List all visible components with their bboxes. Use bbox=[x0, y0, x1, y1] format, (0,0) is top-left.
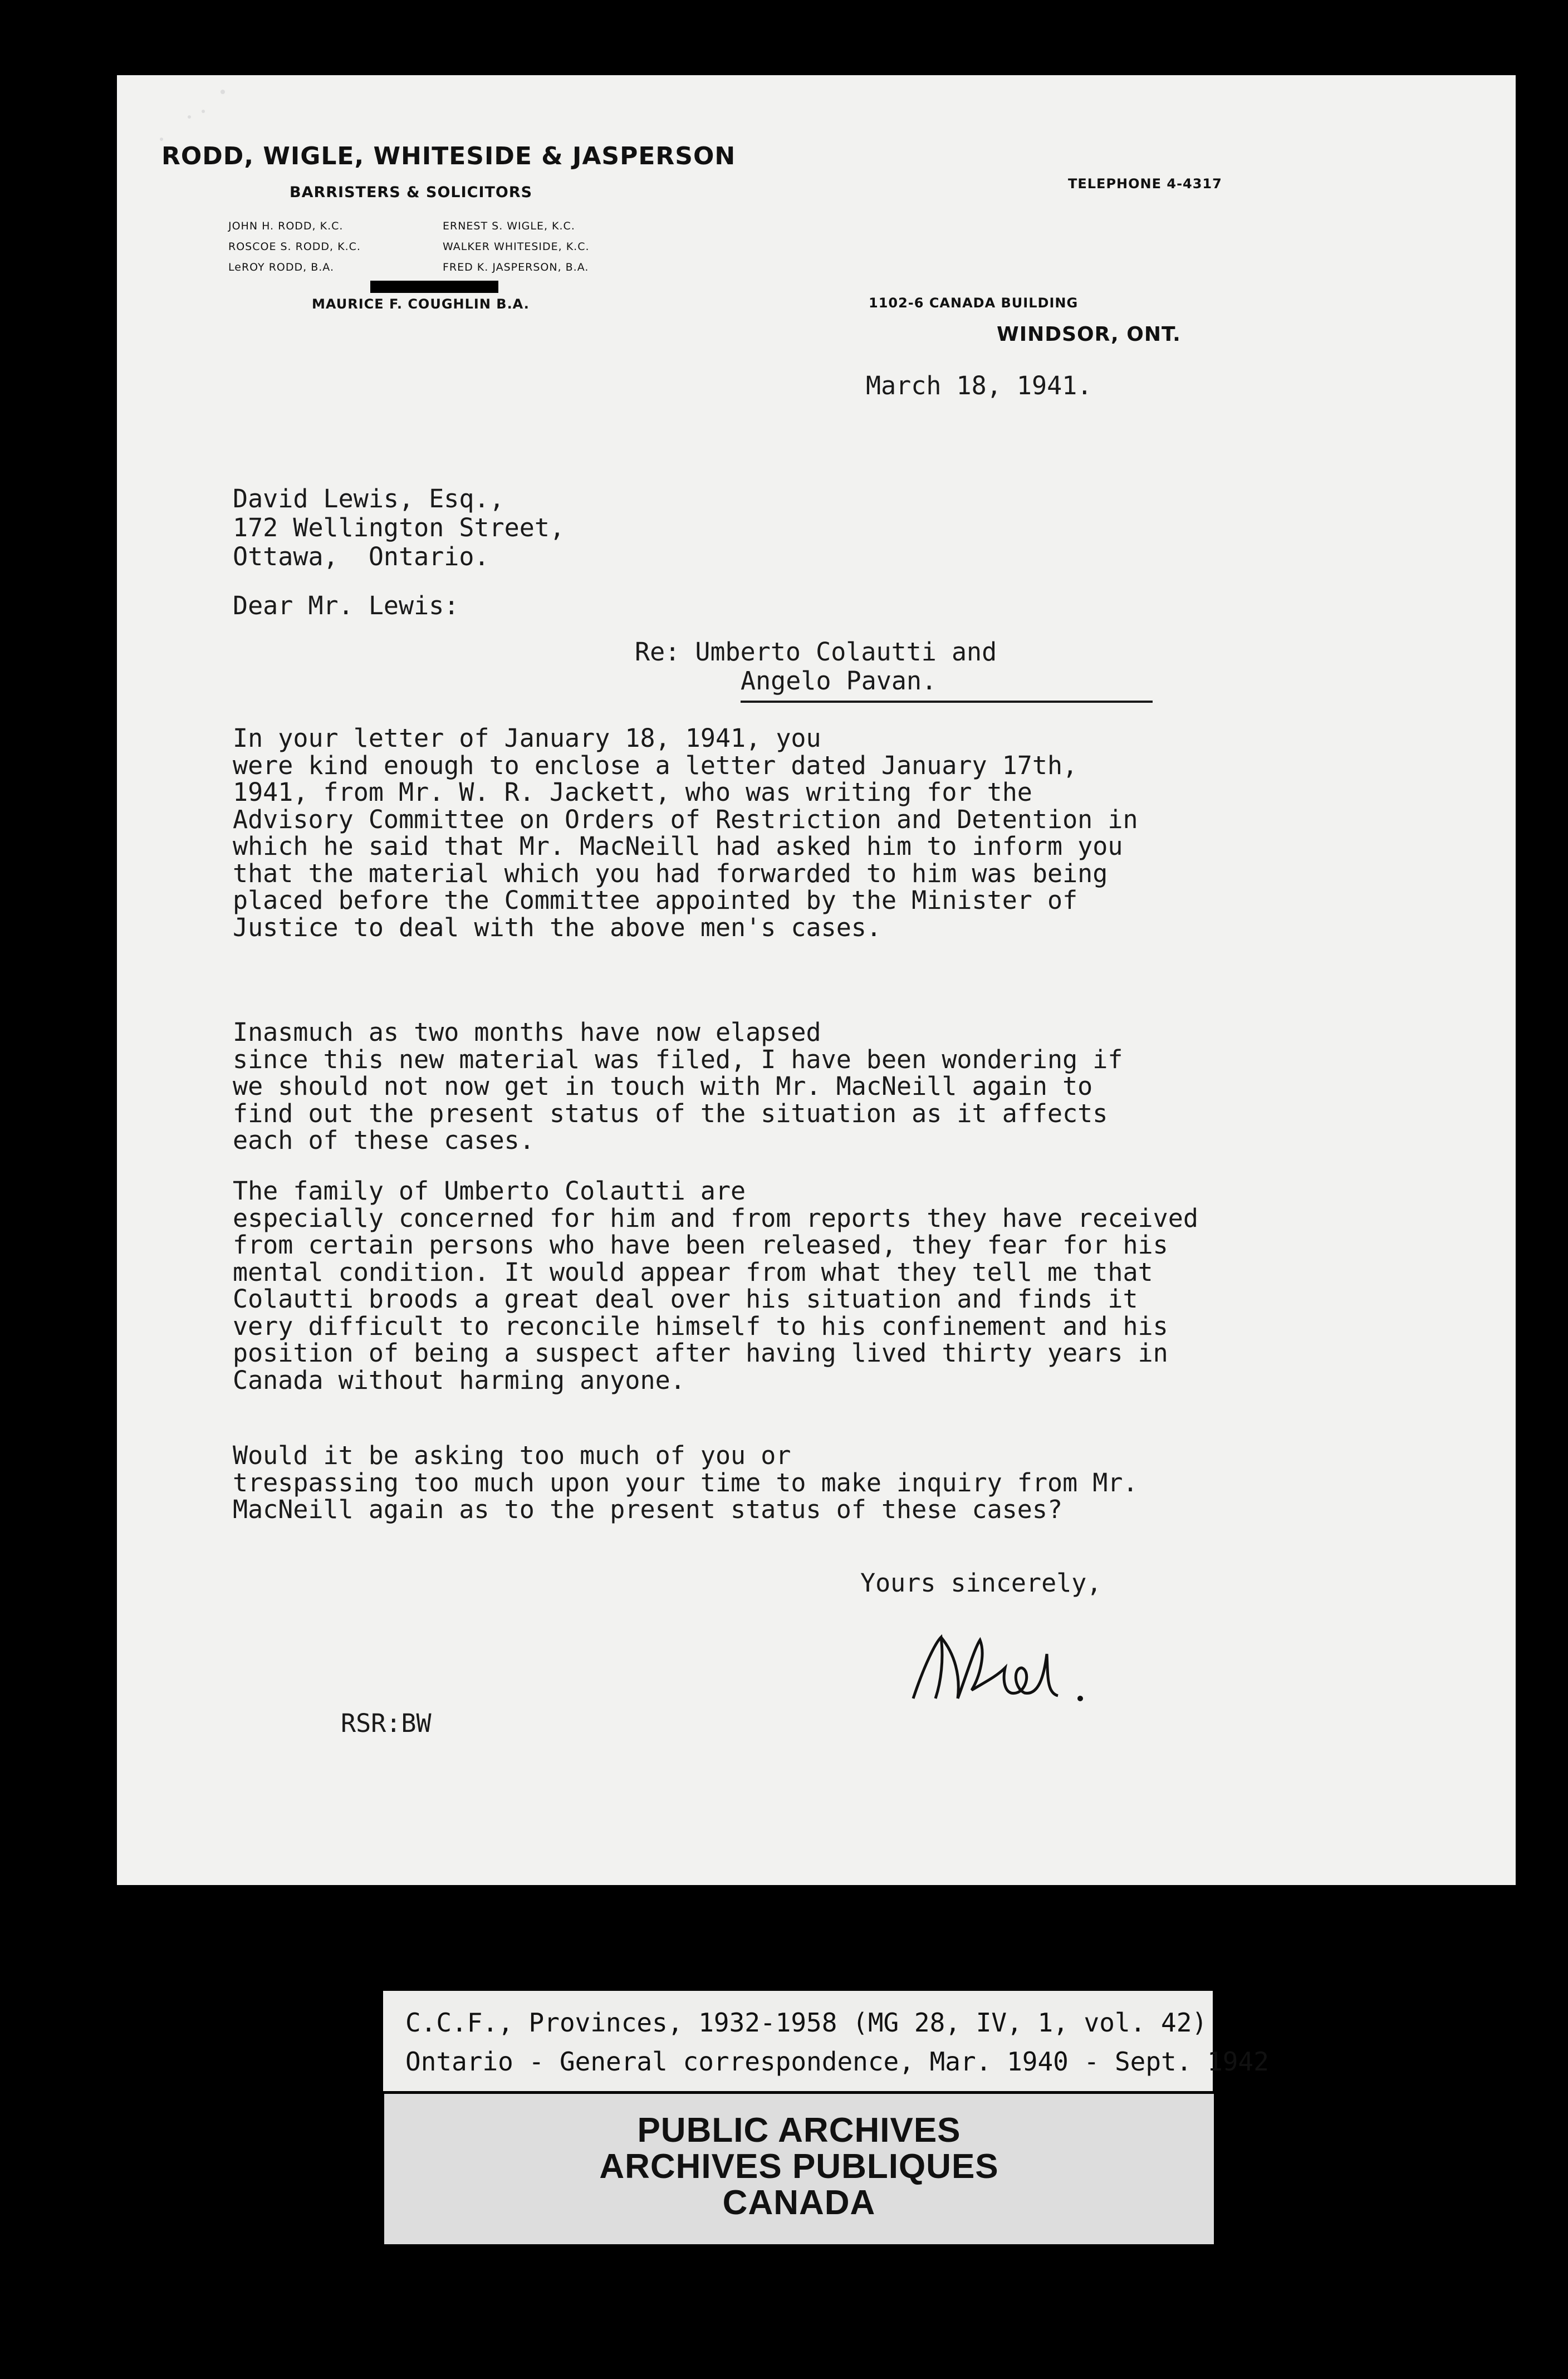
subject-underline bbox=[741, 701, 1153, 703]
partner-name: ERNEST S. WIGLE, K.C. bbox=[443, 220, 575, 232]
city: WINDSOR, ONT. bbox=[997, 323, 1181, 346]
partner-name: JOHN H. RODD, K.C. bbox=[228, 220, 344, 232]
closing: Yours sincerely, bbox=[860, 1568, 1102, 1598]
firm-role: BARRISTERS & SOLICITORS bbox=[290, 184, 533, 201]
building-address: 1102-6 CANADA BUILDING bbox=[869, 295, 1079, 311]
redaction-bar bbox=[370, 281, 498, 293]
letter-date: March 18, 1941. bbox=[866, 371, 1092, 400]
archive-reference-line: C.C.F., Provinces, 1932-1958 (MG 28, IV, 1, vol. 42) bbox=[405, 2008, 1208, 2038]
body-paragraph: In your letter of January 18, 1941, you were kind enough to enclose a letter dated January 17th, 1941, from Mr. W. R. Jackett, who was writing for the Advisory Committee on Orders of Restriction and Detention in which he said that Mr. MacNeill had asked him to inform you that the material which you had forwarded to him was being placed before the Committee appointed by the Minister of Justice to deal with the above men's cases. bbox=[233, 723, 1138, 942]
address-line: David Lewis, Esq., bbox=[233, 484, 504, 513]
archive-stamp-line: ARCHIVES PUBLIQUES bbox=[599, 2147, 999, 2186]
archive-stamp-line: CANADA bbox=[722, 2184, 876, 2222]
archive-reference-label bbox=[383, 1991, 1269, 2091]
address-line: 172 Wellington Street, bbox=[233, 513, 565, 542]
body-paragraph: Inasmuch as two months have now elapsed since this new material was filed, I have been wondering if we should not now get in touch with Mr. MacNeill again to find out the present status of the situation as it affects each of these cases. bbox=[233, 1017, 1123, 1155]
telephone: TELEPHONE 4-4317 bbox=[1068, 176, 1222, 192]
address-line: Ottawa, Ontario. bbox=[233, 542, 489, 571]
partner-name: ROSCOE S. RODD, K.C. bbox=[228, 241, 361, 253]
subject-line: Angelo Pavan. bbox=[741, 666, 937, 696]
archive-reference-line: Ontario - General correspondence, Mar. 1940 - Sept. 1942 bbox=[405, 2047, 1269, 2077]
partner-name: WALKER WHITESIDE, K.C. bbox=[443, 241, 590, 253]
dust-specks bbox=[156, 78, 234, 145]
firm-name: RODD, WIGLE, WHITESIDE & JASPERSON bbox=[161, 142, 736, 170]
reference-initials: RSR:BW bbox=[341, 1709, 432, 1738]
partner-name: FRED K. JASPERSON, B.A. bbox=[443, 261, 589, 273]
associate-name: MAURICE F. COUGHLIN B.A. bbox=[312, 296, 530, 312]
body-paragraph: The family of Umberto Colautti are especially concerned for him and from reports they have received from certain persons who have been released, they fear for his mental condition. It would appear from what they tell me that Colautti broods a great deal over his situation and finds it very difficult to reconcile himself to his confinement and his position of being a suspect after having lived thirty years in Canada without harming anyone. bbox=[233, 1176, 1198, 1395]
subject-line: Re: Umberto Colautti and bbox=[635, 637, 997, 667]
body-paragraph: Would it be asking too much of you or trespassing too much upon your time to make inquiry from Mr. MacNeill again as to the present status of these cases? bbox=[233, 1441, 1138, 1524]
salutation: Dear Mr. Lewis: bbox=[233, 591, 459, 620]
archive-stamp bbox=[384, 2094, 1214, 2244]
partner-name: LeROY RODD, B.A. bbox=[228, 261, 334, 273]
handwritten-signature bbox=[902, 1615, 1102, 1715]
archive-stamp-line: PUBLIC ARCHIVES bbox=[637, 2111, 961, 2150]
letter-page bbox=[117, 75, 1516, 1885]
